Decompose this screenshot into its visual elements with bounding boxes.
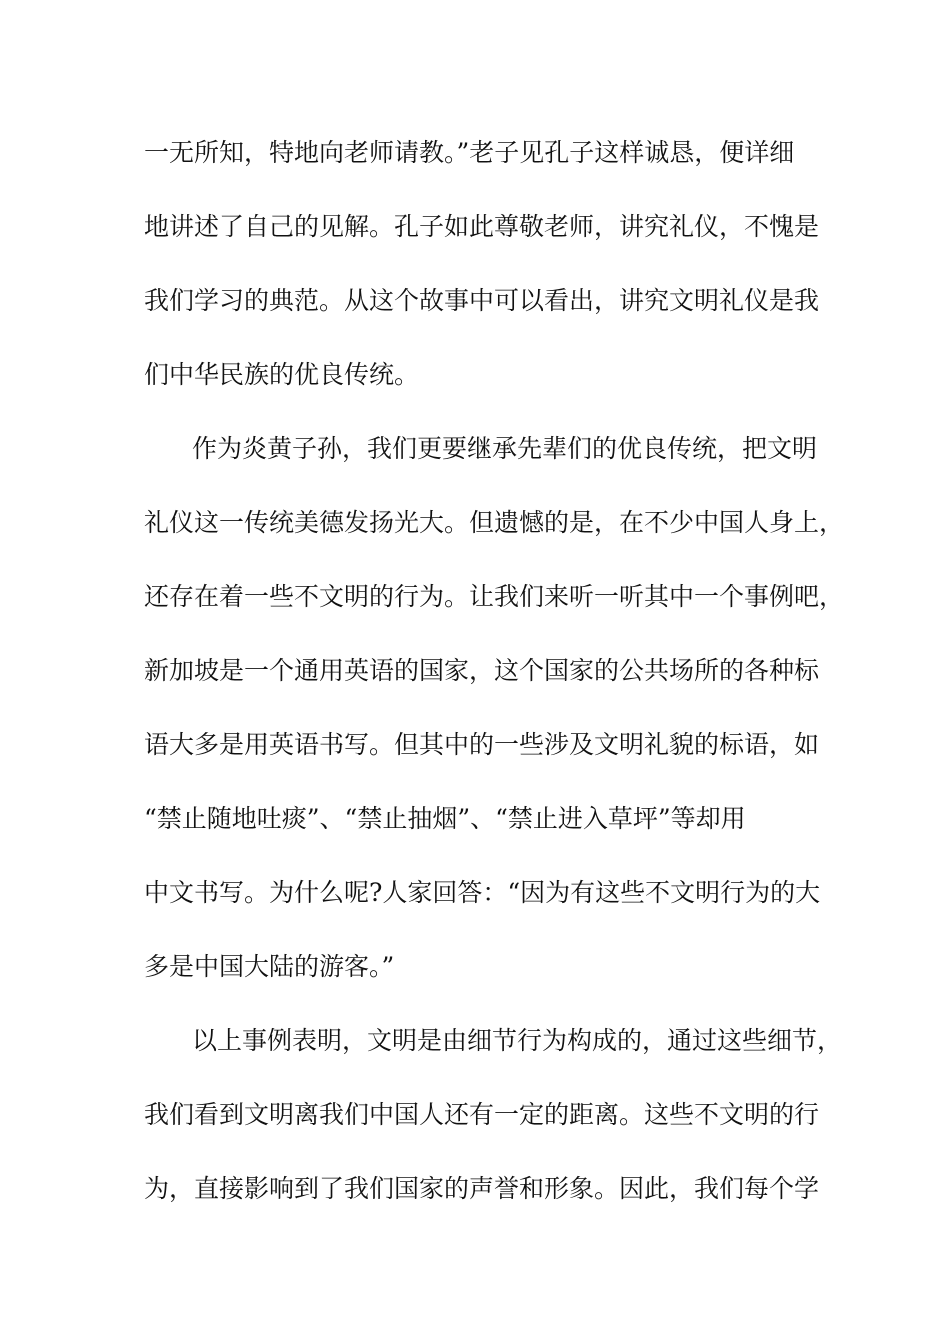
text-line: 我们学习的典范。从这个故事中可以看出，讲究文明礼仪是我 [144, 286, 820, 315]
text-line: 多是中国大陆的游客。” [144, 952, 395, 981]
text-line: 一无所知，特地向老师请教。”老子见孔子这样诚恳，便详细 [144, 138, 795, 167]
text-line: 我们看到文明离我们中国人还有一定的距离。这些不文明的行 [144, 1100, 820, 1129]
paragraph-first-line: 作为炎黄子孙，我们更要继承先辈们的优良传统，把文明 [192, 434, 818, 463]
text-line: 语大多是用英语书写。但其中的一些涉及文明礼貌的标语，如 [144, 730, 820, 759]
text-line: 们中华民族的优良传统。 [144, 360, 420, 389]
text-line: 还存在着一些不文明的行为。让我们来听一听其中一个事例吧， [144, 582, 845, 611]
text-line: “禁止随地吐痰”、“禁止抽烟”、“禁止进入草坪”等却用 [144, 804, 746, 833]
paragraph-first-line: 以上事例表明，文明是由细节行为构成的，通过这些细节， [192, 1026, 843, 1055]
text-line: 为，直接影响到了我们国家的声誉和形象。因此，我们每个学 [144, 1174, 820, 1203]
text-line: 礼仪这一传统美德发扬光大。但遗憾的是，在不少中国人身上， [144, 508, 845, 537]
text-line: 地讲述了自己的见解。孔子如此尊敬老师，讲究礼仪，不愧是 [144, 212, 820, 241]
text-line: 中文书写。为什么呢?人家回答：“因为有这些不文明行为的大 [144, 878, 821, 907]
text-line: 新加坡是一个通用英语的国家，这个国家的公共场所的各种标 [144, 656, 820, 685]
